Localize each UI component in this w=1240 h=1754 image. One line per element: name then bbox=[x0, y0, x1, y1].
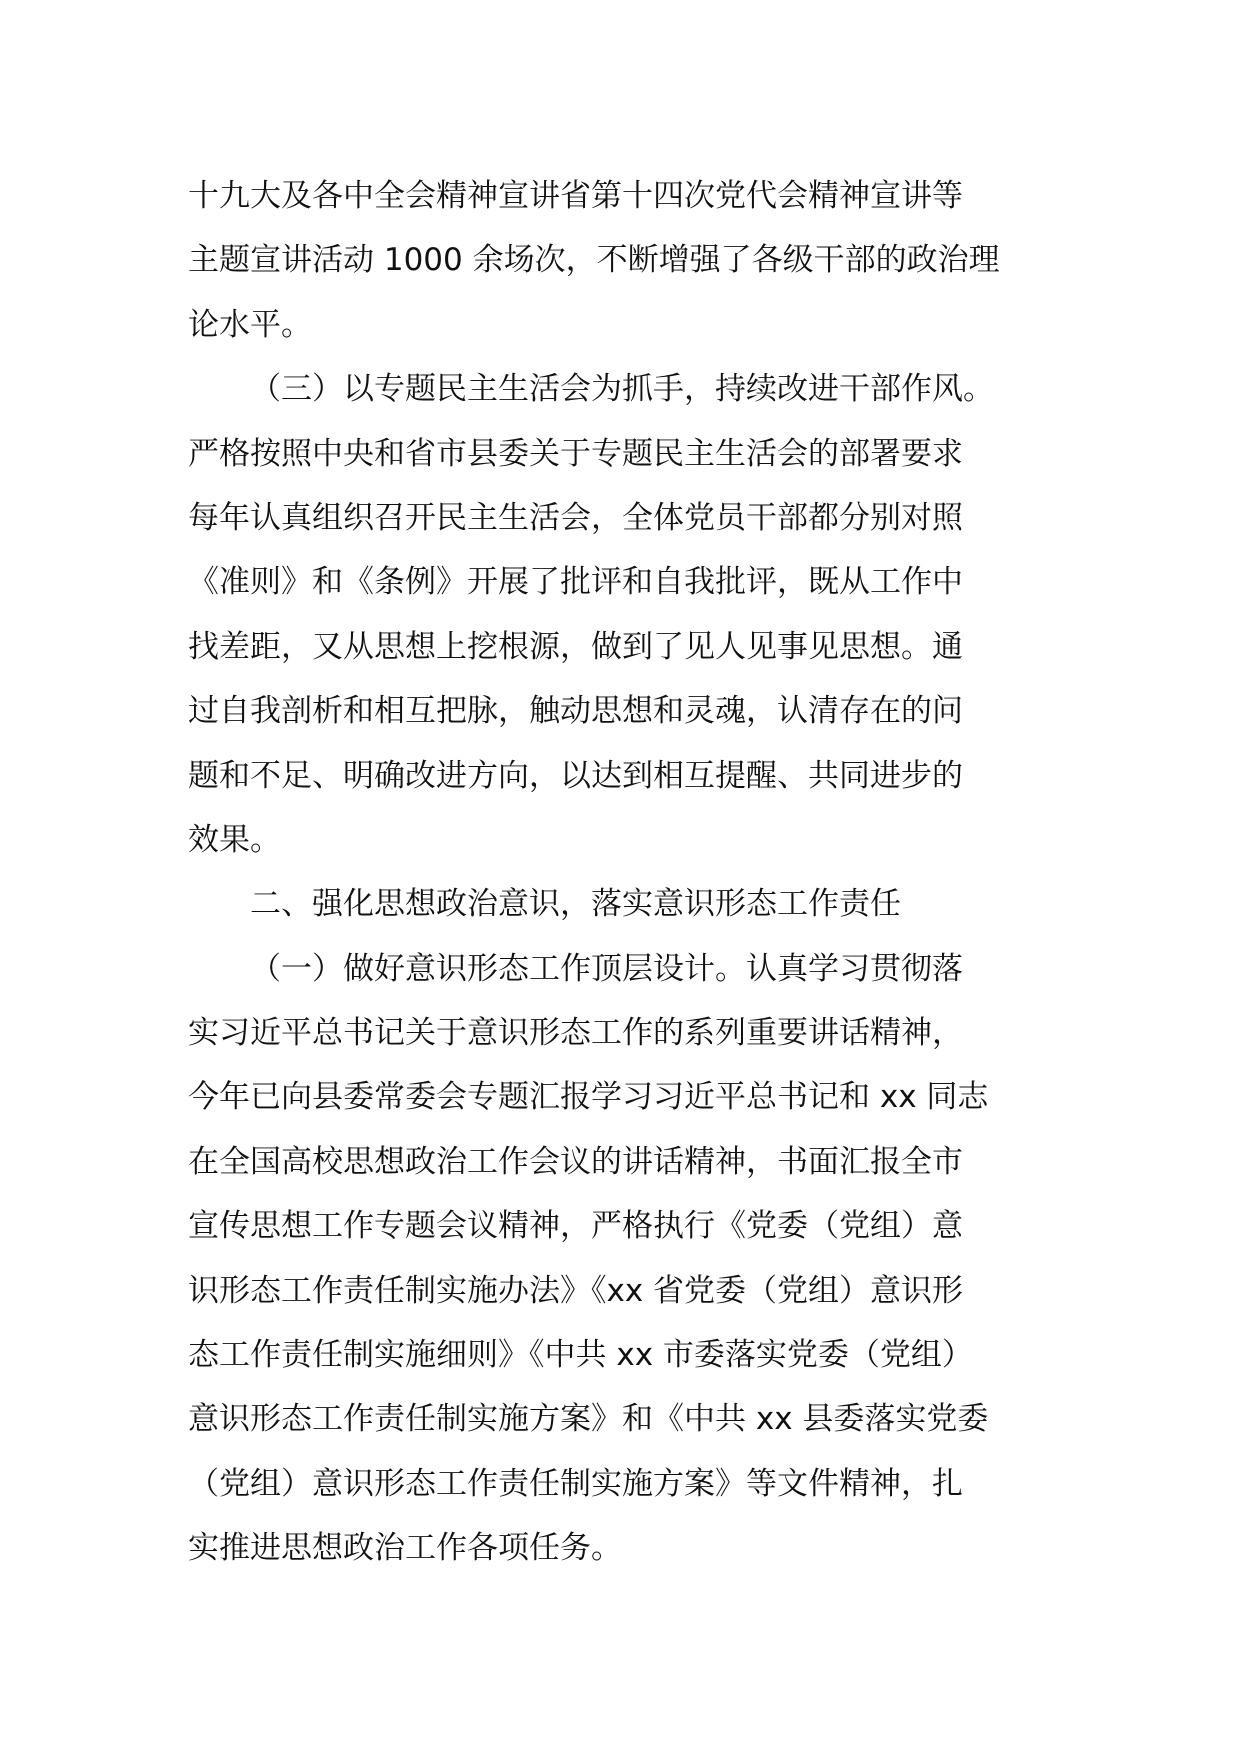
body-line-11: 效果。 bbox=[188, 821, 281, 858]
body-line-19: 态工作责任制实施细则》《中共 xx 市委落实党委（党组） bbox=[188, 1337, 973, 1374]
body-line-10: 题和不足、明确改进方向，以达到相互提醒、共同进步的 bbox=[188, 757, 963, 794]
body-line-5: 严格按照中央和省市县委关于专题民主生活会的部署要求 bbox=[188, 435, 963, 472]
body-line-2: 主题宣讲活动 1000 余场次，不断增强了各级干部的政治理 bbox=[188, 242, 1000, 279]
body-line-8: 找差距，又从思想上挖根源，做到了见人见事见思想。通 bbox=[188, 628, 963, 665]
body-line-1: 十九大及各中全会精神宣讲省第十四次党代会精神宣讲等 bbox=[188, 178, 963, 214]
body-line-18: 识形态工作责任制实施办法》《xx 省党委（党组）意识形 bbox=[188, 1272, 964, 1309]
body-line-14: 实习近平总书记关于意识形态工作的系列重要讲话精神， bbox=[188, 1015, 963, 1052]
body-line-9: 过自我剖析和相互把脉，触动思想和灵魂，认清存在的问 bbox=[188, 693, 963, 730]
section-heading-2: 二、强化思想政治意识，落实意识形态工作责任 bbox=[250, 886, 901, 923]
section-3-title-line: （三）以专题民主生活会为抓手，持续改进干部作风。 bbox=[250, 371, 994, 408]
body-line-21: （党组）意识形态工作责任制实施方案》等文件精神，扎 bbox=[188, 1465, 963, 1502]
body-line-15: 今年已向县委常委会专题汇报学习习近平总书记和 xx 同志 bbox=[188, 1079, 989, 1116]
subsection-1-title-line: （一）做好意识形态工作顶层设计。认真学习贯彻落 bbox=[250, 950, 963, 987]
body-line-17: 宣传思想工作专题会议精神，严格执行《党委（党组）意 bbox=[188, 1208, 963, 1245]
body-line-20: 意识形态工作责任制实施方案》和《中共 xx 县委落实党委 bbox=[188, 1401, 989, 1438]
body-line-3: 论水平。 bbox=[188, 306, 312, 343]
body-line-7: 《准则》和《条例》开展了批评和自我批评，既从工作中 bbox=[188, 564, 963, 601]
body-line-6: 每年认真组织召开民主生活会，全体党员干部都分别对照 bbox=[188, 499, 963, 536]
body-line-16: 在全国高校思想政治工作会议的讲话精神，书面汇报全市 bbox=[188, 1143, 963, 1180]
body-line-22: 实推进思想政治工作各项任务。 bbox=[188, 1530, 622, 1567]
document-body bbox=[188, 164, 1058, 1581]
